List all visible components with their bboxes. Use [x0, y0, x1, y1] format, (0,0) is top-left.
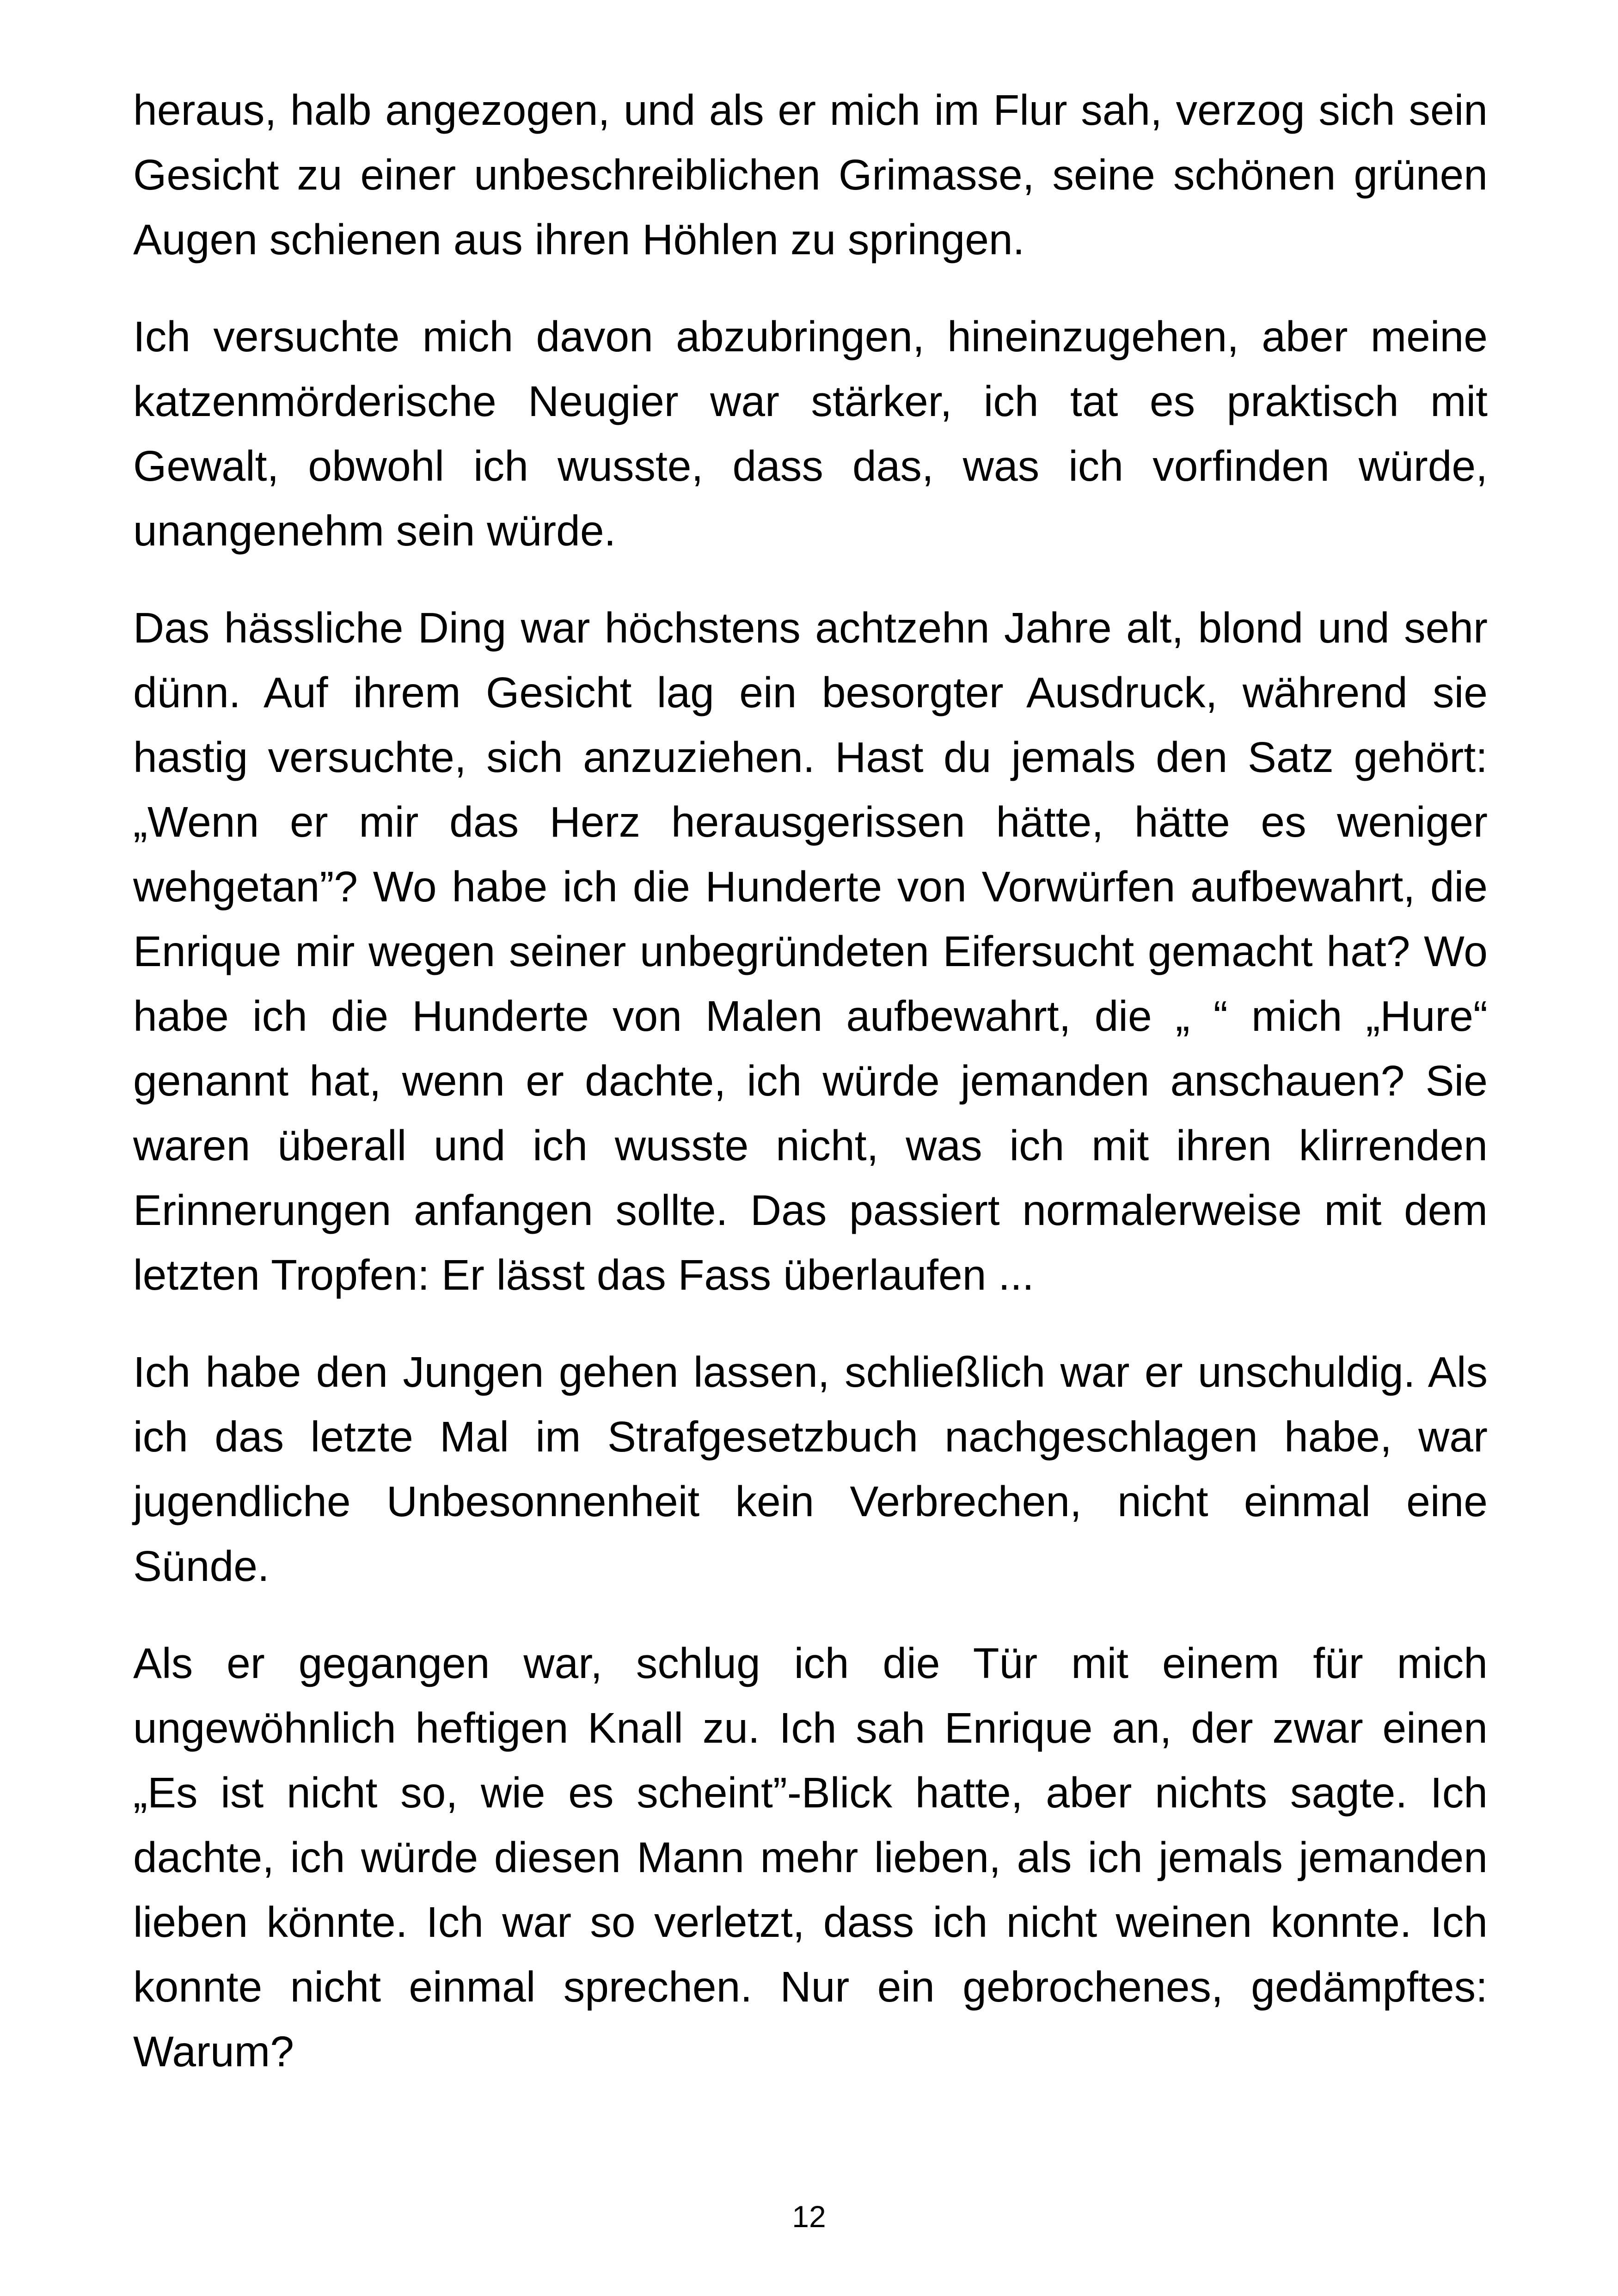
page-number: 12	[792, 2199, 826, 2234]
paragraph-1: heraus, halb angezogen, und als er mich im Flur sah, verzog sich sein Gesicht zu einer unbeschreiblichen Grimasse, seine schönen grünen Augen schienen aus ihren Höhlen zu springen.	[133, 86, 1488, 263]
paragraph-2: Ich versuchte mich davon abzubringen, hineinzugehen, aber meine katzenmörderische Neugier war stärker, ich tat es praktisch mit Gewalt, obwohl ich wusste, dass das, was ich vorfinden würde, unangenehm sein würde.	[133, 312, 1488, 555]
paragraph-3: Das hässliche Ding war höchstens achtzehn Jahre alt, blond und sehr dünn. Auf ihrem Gesicht lag ein besorgter Ausdruck, während sie hastig versuchte, sich anzuziehen. Hast du jemals den Satz gehört: „Wenn er mir das Herz herausgerissen hätte, hätte es weniger wehgetan”? Wo habe ich die Hunderte von Vorwürfen aufbewahrt, die Enrique mir wegen seiner unbegründeten Eifersucht gemacht hat? Wo habe ich die Hunderte von Malen aufbewahrt, die „ “ mich „Hure“ genannt hat, wenn er dachte, ich würde jemanden anschauen? Sie waren überall und ich wusste nicht, was ich mit ihren klirrenden Erinnerungen anfangen sollte. Das passiert normalerweise mit dem letzten Tropfen: Er lässt das Fass überlaufen ...	[133, 604, 1488, 1299]
body-text	[133, 78, 1488, 2116]
paragraph-4: Ich habe den Jungen gehen lassen, schließlich war er unschuldig. Als ich das letzte Mal im Strafgesetzbuch nachgeschlagen habe, war jugendliche Unbesonnenheit kein Verbrechen, nicht einmal eine Sünde.	[133, 1348, 1488, 1590]
paragraph-5: Als er gegangen war, schlug ich die Tür mit einem für mich ungewöhnlich heftigen Knall zu. Ich sah Enrique an, der zwar einen „Es ist nicht so, wie es scheint”-Blick hatte, aber nichts sagte. Ich dachte, ich würde diesen Mann mehr lieben, als ich jemals jemanden lieben könnte. Ich war so verletzt, dass ich nicht weinen konnte. Ich konnte nicht einmal sprechen. Nur ein gebrochenes, gedämpftes: Warum?	[133, 1639, 1488, 2076]
